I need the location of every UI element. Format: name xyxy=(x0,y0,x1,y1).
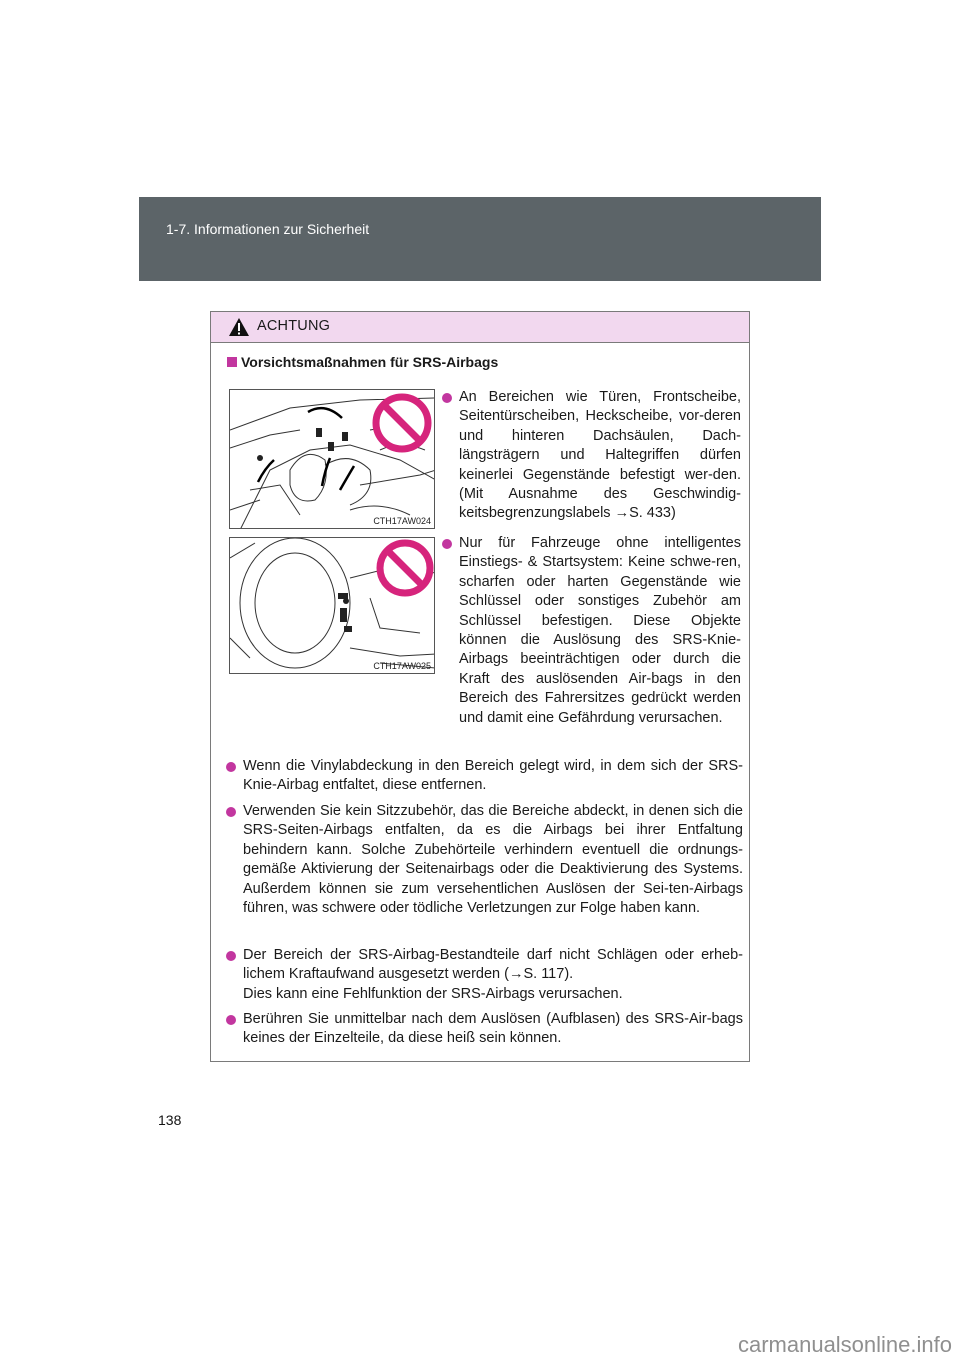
round-bullet-icon xyxy=(226,1015,236,1025)
list-item xyxy=(243,946,743,1004)
figure-steering-illustration xyxy=(229,537,435,674)
square-bullet-icon xyxy=(227,357,237,367)
figure-code: CTH17AW025 xyxy=(373,661,431,671)
list-item xyxy=(243,802,743,918)
steering-drawing xyxy=(230,538,435,674)
watermark: carmanualsonline.info xyxy=(737,1332,952,1357)
list-item-text: Nur für Fahrzeuge ohne intelligentes Einstiegs- & Startsystem: Keine schwe-ren, scharfen oder harten Gegenstände wie Schlüssel oder sonstiges Zubehör am Schlüssel befestigen. Diese Objekte können die Auslösung des SRS-Knie-Airbags beeinträchtigen oder durch die Kraft des auslösenden Air-bags in den Bereich des Fahrersitzes gedrückt werden und damit eine Gefährdung verursachen. xyxy=(459,535,741,726)
list-item xyxy=(243,1010,743,1049)
warning-header xyxy=(211,312,749,343)
list-item-text: Berühren Sie unmittelbar nach dem Auslösen (Aufblasen) des SRS-Air-bags keines der Einzelteile, da diese heiß sein können. xyxy=(243,1011,743,1047)
interior-drawing xyxy=(230,390,435,529)
list-item xyxy=(459,534,741,728)
warning-triangle-icon xyxy=(228,317,250,337)
page-number: 138 xyxy=(158,1112,182,1128)
round-bullet-icon xyxy=(442,393,452,403)
list-item-text: Der Bereich der SRS-Airbag-Bestandteile darf nicht Schlägen oder erheb-lichem Kraftaufwand ausgesetzt werden (→S. 117). xyxy=(243,947,743,983)
warning-label: ACHTUNG xyxy=(257,318,331,334)
round-bullet-icon xyxy=(226,807,236,817)
warning-box xyxy=(210,311,750,1062)
warning-subheading xyxy=(227,354,498,370)
figure-code: CTH17AW024 xyxy=(373,516,431,526)
list-item-text: Wenn die Vinylabdeckung in den Bereich gelegt wird, in dem sich der SRS-Knie-Airbag entfaltet, diese entfernen. xyxy=(243,758,743,794)
list-item xyxy=(459,388,741,524)
list-item xyxy=(243,757,743,796)
round-bullet-icon xyxy=(226,762,236,772)
round-bullet-icon xyxy=(442,539,452,549)
chapter-header-band xyxy=(139,197,821,281)
round-bullet-icon xyxy=(226,951,236,961)
subheading-text: Vorsichtsmaßnahmen für SRS-Airbags xyxy=(241,354,499,370)
section-title: 1-7. Informationen zur Sicherheit xyxy=(166,221,370,237)
list-item-text: Dies kann eine Fehlfunktion der SRS-Airbags verursachen. xyxy=(243,985,623,1002)
list-item-text: An Bereichen wie Türen, Frontscheibe, Seitentürscheiben, Heckscheibe, vor-deren und hinteren Dachsäulen, Dach-längsträgern und Haltegriffen dürfen keinerlei Gegenstände befestigt wer-den. (Mit Ausnahme des Geschwindig-keitsbegrenzungslabels →S. 433) xyxy=(459,389,741,522)
figure-interior-illustration xyxy=(229,389,435,529)
list-item-text: Verwenden Sie kein Sitzzubehör, das die Bereiche abdeckt, in denen sich die SRS-Seiten-Airbags entfalten, da es die Airbags bei ihrer Entfaltung behindern kann. Solche Zubehörteile verhindern eventuell die ordnungs-gemäße Aktivierung der Seitenairbags oder die Deaktivierung des Systems. Außerdem können sie zum versehentlichen Auslösen der Sei-ten-Airbags führen, was schwere oder tödliche Verletzungen zur Folge haben kann. xyxy=(243,803,743,917)
